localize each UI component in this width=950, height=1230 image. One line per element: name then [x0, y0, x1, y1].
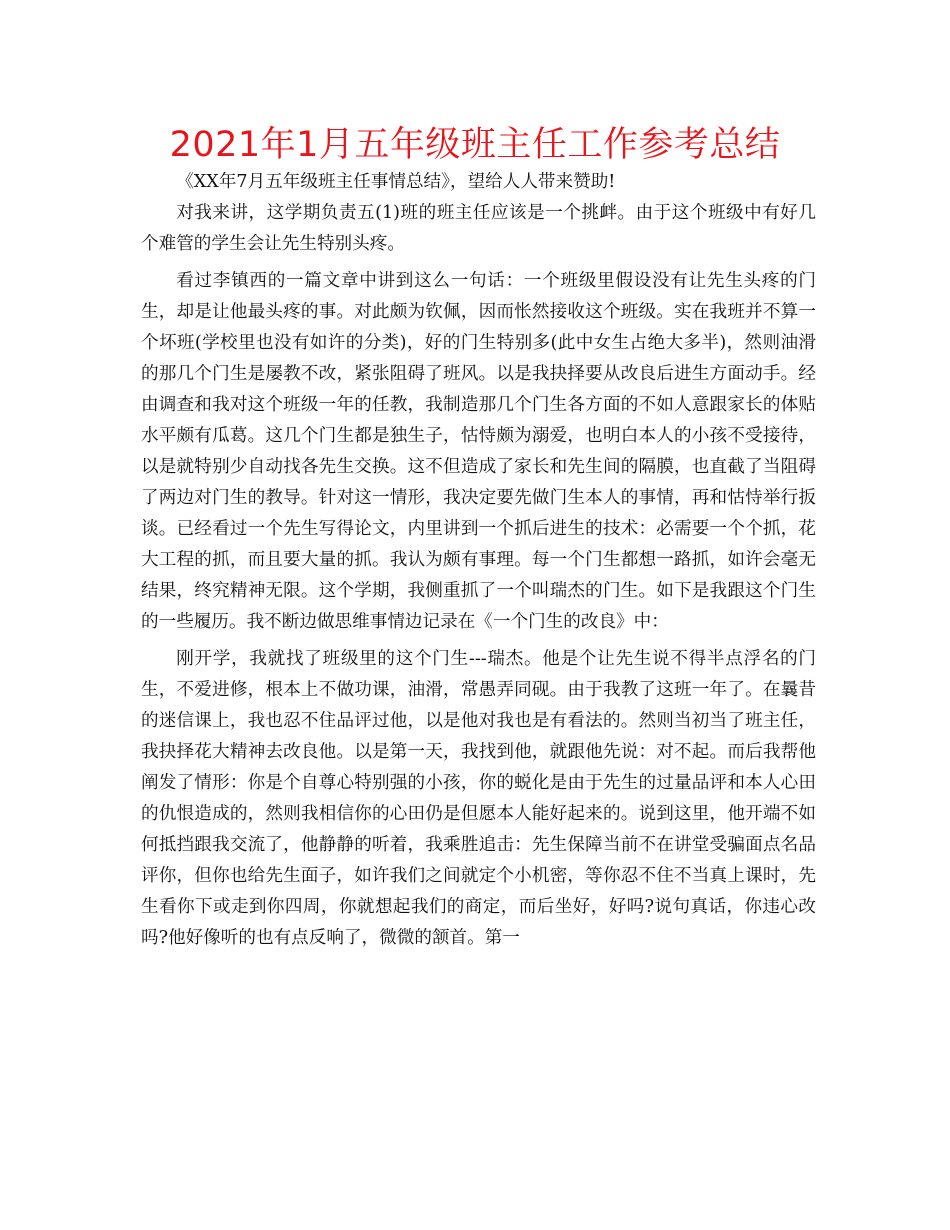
paragraph-1: 对我来讲，这学期负责五(1)班的班主任应该是一个挑衅。由于这个班级中有好几个难管的学生会让先生特别头疼。: [141, 203, 816, 254]
paragraph-3: 刚开学，我就找了班级里的这个门生---瑞杰。他是个让先生说不得半点浮名的门生，不爱进修，根本上不做功课，油滑，常愚弄同砚。由于我教了这班一年了。在曩昔的迷信课上，我也忍不住品评过他，以是他对我也是有看法的。然则当初当了班主任，我抉择花大精神去改良他。以是第一天，我找到他，就跟他先说：对不起。而后我帮他阐发了情形：你是个自尊心特别强的小孩，你的蜕化是由于先生的过量品评和本人心田的仇恨造成的，然则我相信你的心田仍是但愿本人能好起来的。说到这里，他开端不如何抵挡跟我交流了，他静静的听着，我乘胜追击：先生保障当前不在讲堂受骗面点名品评你，但你也给先生面子，如许我们之间就定个小机密，等你忍不住不当真上课时，先生看你下或走到你四周，你就想起我们的商定，而后坐好，好吗?说句真话，你违心改吗?他好像听的也有点反响了，微微的颔首。第一: [141, 649, 816, 948]
document-body: [141, 167, 816, 954]
document-title: 2021年1月五年级班主任工作参考总结: [169, 125, 781, 165]
paragraph-intro: 《XX年7月五年级班主任事情总结》，望给人人带来赞助!: [176, 172, 616, 192]
paragraph-2: 看过李镇西的一篇文章中讲到这么一句话：一个班级里假设没有让先生头疼的门生，却是让他最头疼的事。对此颇为钦佩，因而怅然接收这个班级。实在我班并不算一个坏班(学校里也没有如许的分类)，好的门生特别多(此中女生占绝大多半)，然则油滑的那几个门生是屡教不改，紧张阻碍了班风。以是我抉择要从改良后进生方面动手。经由调查和我对这个班级一年的任教，我制造那几个门生各方面的不如人意跟家长的体贴水平颇有瓜葛。这几个门生都是独生子，怙恃颇为溺爱，也明白本人的小孩不受接待，以是就特别少自动找各先生交换。这不但造成了家长和先生间的隔膜，也直截了当阻碍了两边对门生的教导。针对这一情形，我决定要先做门生本人的事情，再和怙恃举行扳谈。已经看过一个先生写得论文，内里讲到一个抓后进生的技术：必需要一个个抓，花大工程的抓，而且要大量的抓。我认为颇有事理。每一个门生都想一路抓，如许会毫无结果，终究精神无限。这个学期，我侧重抓了一个叫瑞杰的门生。如下是我跟这个门生的一些履历。我不断边做思维事情边记录在《一个门生的改良》中：: [141, 271, 816, 632]
